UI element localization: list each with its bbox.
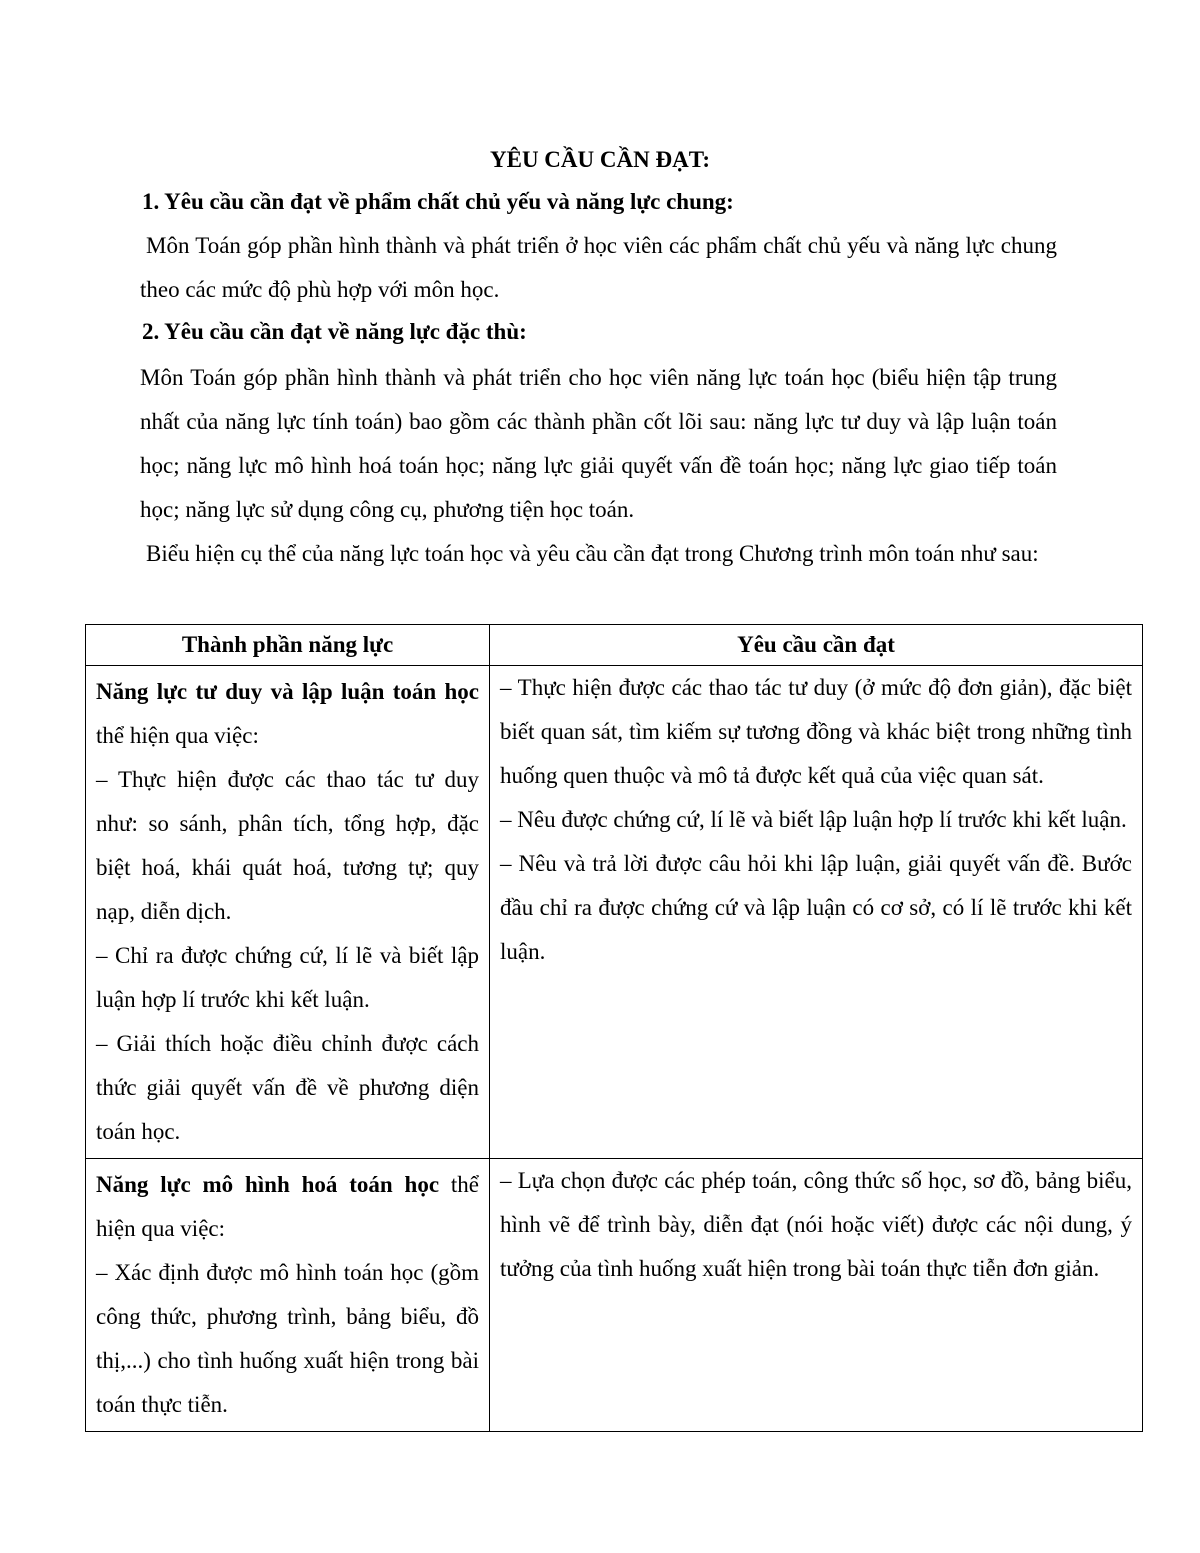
competency-cell: [86, 1159, 490, 1432]
table-row: [86, 666, 1143, 1159]
table-header-row: [86, 625, 1143, 666]
competency-item: – Giải thích hoặc điều chỉnh được cách thức giải quyết vấn đề về phương diện toán học.: [96, 1031, 479, 1144]
competency-table: [85, 624, 1143, 1432]
competency-cell: [86, 666, 490, 1159]
competency-intro: thể hiện qua việc:: [96, 1172, 479, 1241]
section1-heading: 1. Yêu cầu cần đạt về phẩm chất chủ yếu và năng lực chung:: [142, 189, 734, 214]
requirement-item: – Nêu và trả lời được câu hỏi khi lập luận, giải quyết vấn đề. Bước đầu chỉ ra được chứng cứ và lập luận có cơ sở, có lí lẽ trước khi kết luận.: [500, 851, 1132, 964]
header-competency: Thành phần năng lực: [86, 625, 490, 666]
competency-name: Năng lực mô hình hoá toán học: [96, 1172, 440, 1197]
section2-text: Môn Toán góp phần hình thành và phát triển cho học viên năng lực toán học (biểu hiện tập trung nhất của năng lực tính toán) bao gồm các thành phần cốt lõi sau: năng lực tư duy và lập luận toán học; năng lực mô hình hoá toán học; năng lực giải quyết vấn đề toán học; năng lực giao tiếp toán học; năng lực sử dụng công cụ, phương tiện học toán.: [140, 365, 1057, 522]
page-title: YÊU CẦU CẦN ĐẠT:: [490, 147, 710, 172]
section2-text2: Biểu hiện cụ thể của năng lực toán học và yêu cầu cần đạt trong Chương trình môn toán như sau:: [146, 541, 1039, 566]
requirement-cell: [490, 666, 1143, 1159]
competency-intro: thể hiện qua việc:: [96, 723, 259, 748]
requirement-item: – Thực hiện được các thao tác tư duy (ở mức độ đơn giản), đặc biệt biết quan sát, tìm kiếm sự tương đồng và khác biệt trong những tình huống quen thuộc và mô tả được kết quả của việc quan sát.: [500, 675, 1132, 788]
competency-name: Năng lực tư duy và lập luận toán học: [96, 679, 479, 704]
competency-item: – Xác định được mô hình toán học (gồm công thức, phương trình, bảng biểu, đồ thị,...) cho tình huống xuất hiện trong bài toán thực tiễn.: [96, 1260, 479, 1417]
table-row: [86, 1159, 1143, 1432]
requirement-item: – Nêu được chứng cứ, lí lẽ và biết lập luận hợp lí trước khi kết luận.: [500, 807, 1127, 832]
header-requirements: Yêu cầu cần đạt: [490, 625, 1143, 666]
competency-item: – Thực hiện được các thao tác tư duy như: so sánh, phân tích, tổng hợp, đặc biệt hoá, khái quát hoá, tương tự; quy nạp, diễn dịch.: [96, 767, 479, 924]
section1-text: Môn Toán góp phần hình thành và phát triển ở học viên các phẩm chất chủ yếu và năng lực chung theo các mức độ phù hợp với môn học.: [140, 233, 1057, 302]
section2-heading: 2. Yêu cầu cần đạt về năng lực đặc thù:: [142, 319, 527, 344]
requirement-cell: [490, 1159, 1143, 1432]
requirement-item: – Lựa chọn được các phép toán, công thức số học, sơ đồ, bảng biểu, hình vẽ để trình bày, diễn đạt (nói hoặc viết) được các nội dung, ý tưởng của tình huống xuất hiện trong bài toán thực tiễn đơn giản.: [500, 1168, 1132, 1281]
competency-item: – Chỉ ra được chứng cứ, lí lẽ và biết lập luận hợp lí trước khi kết luận.: [96, 943, 479, 1012]
